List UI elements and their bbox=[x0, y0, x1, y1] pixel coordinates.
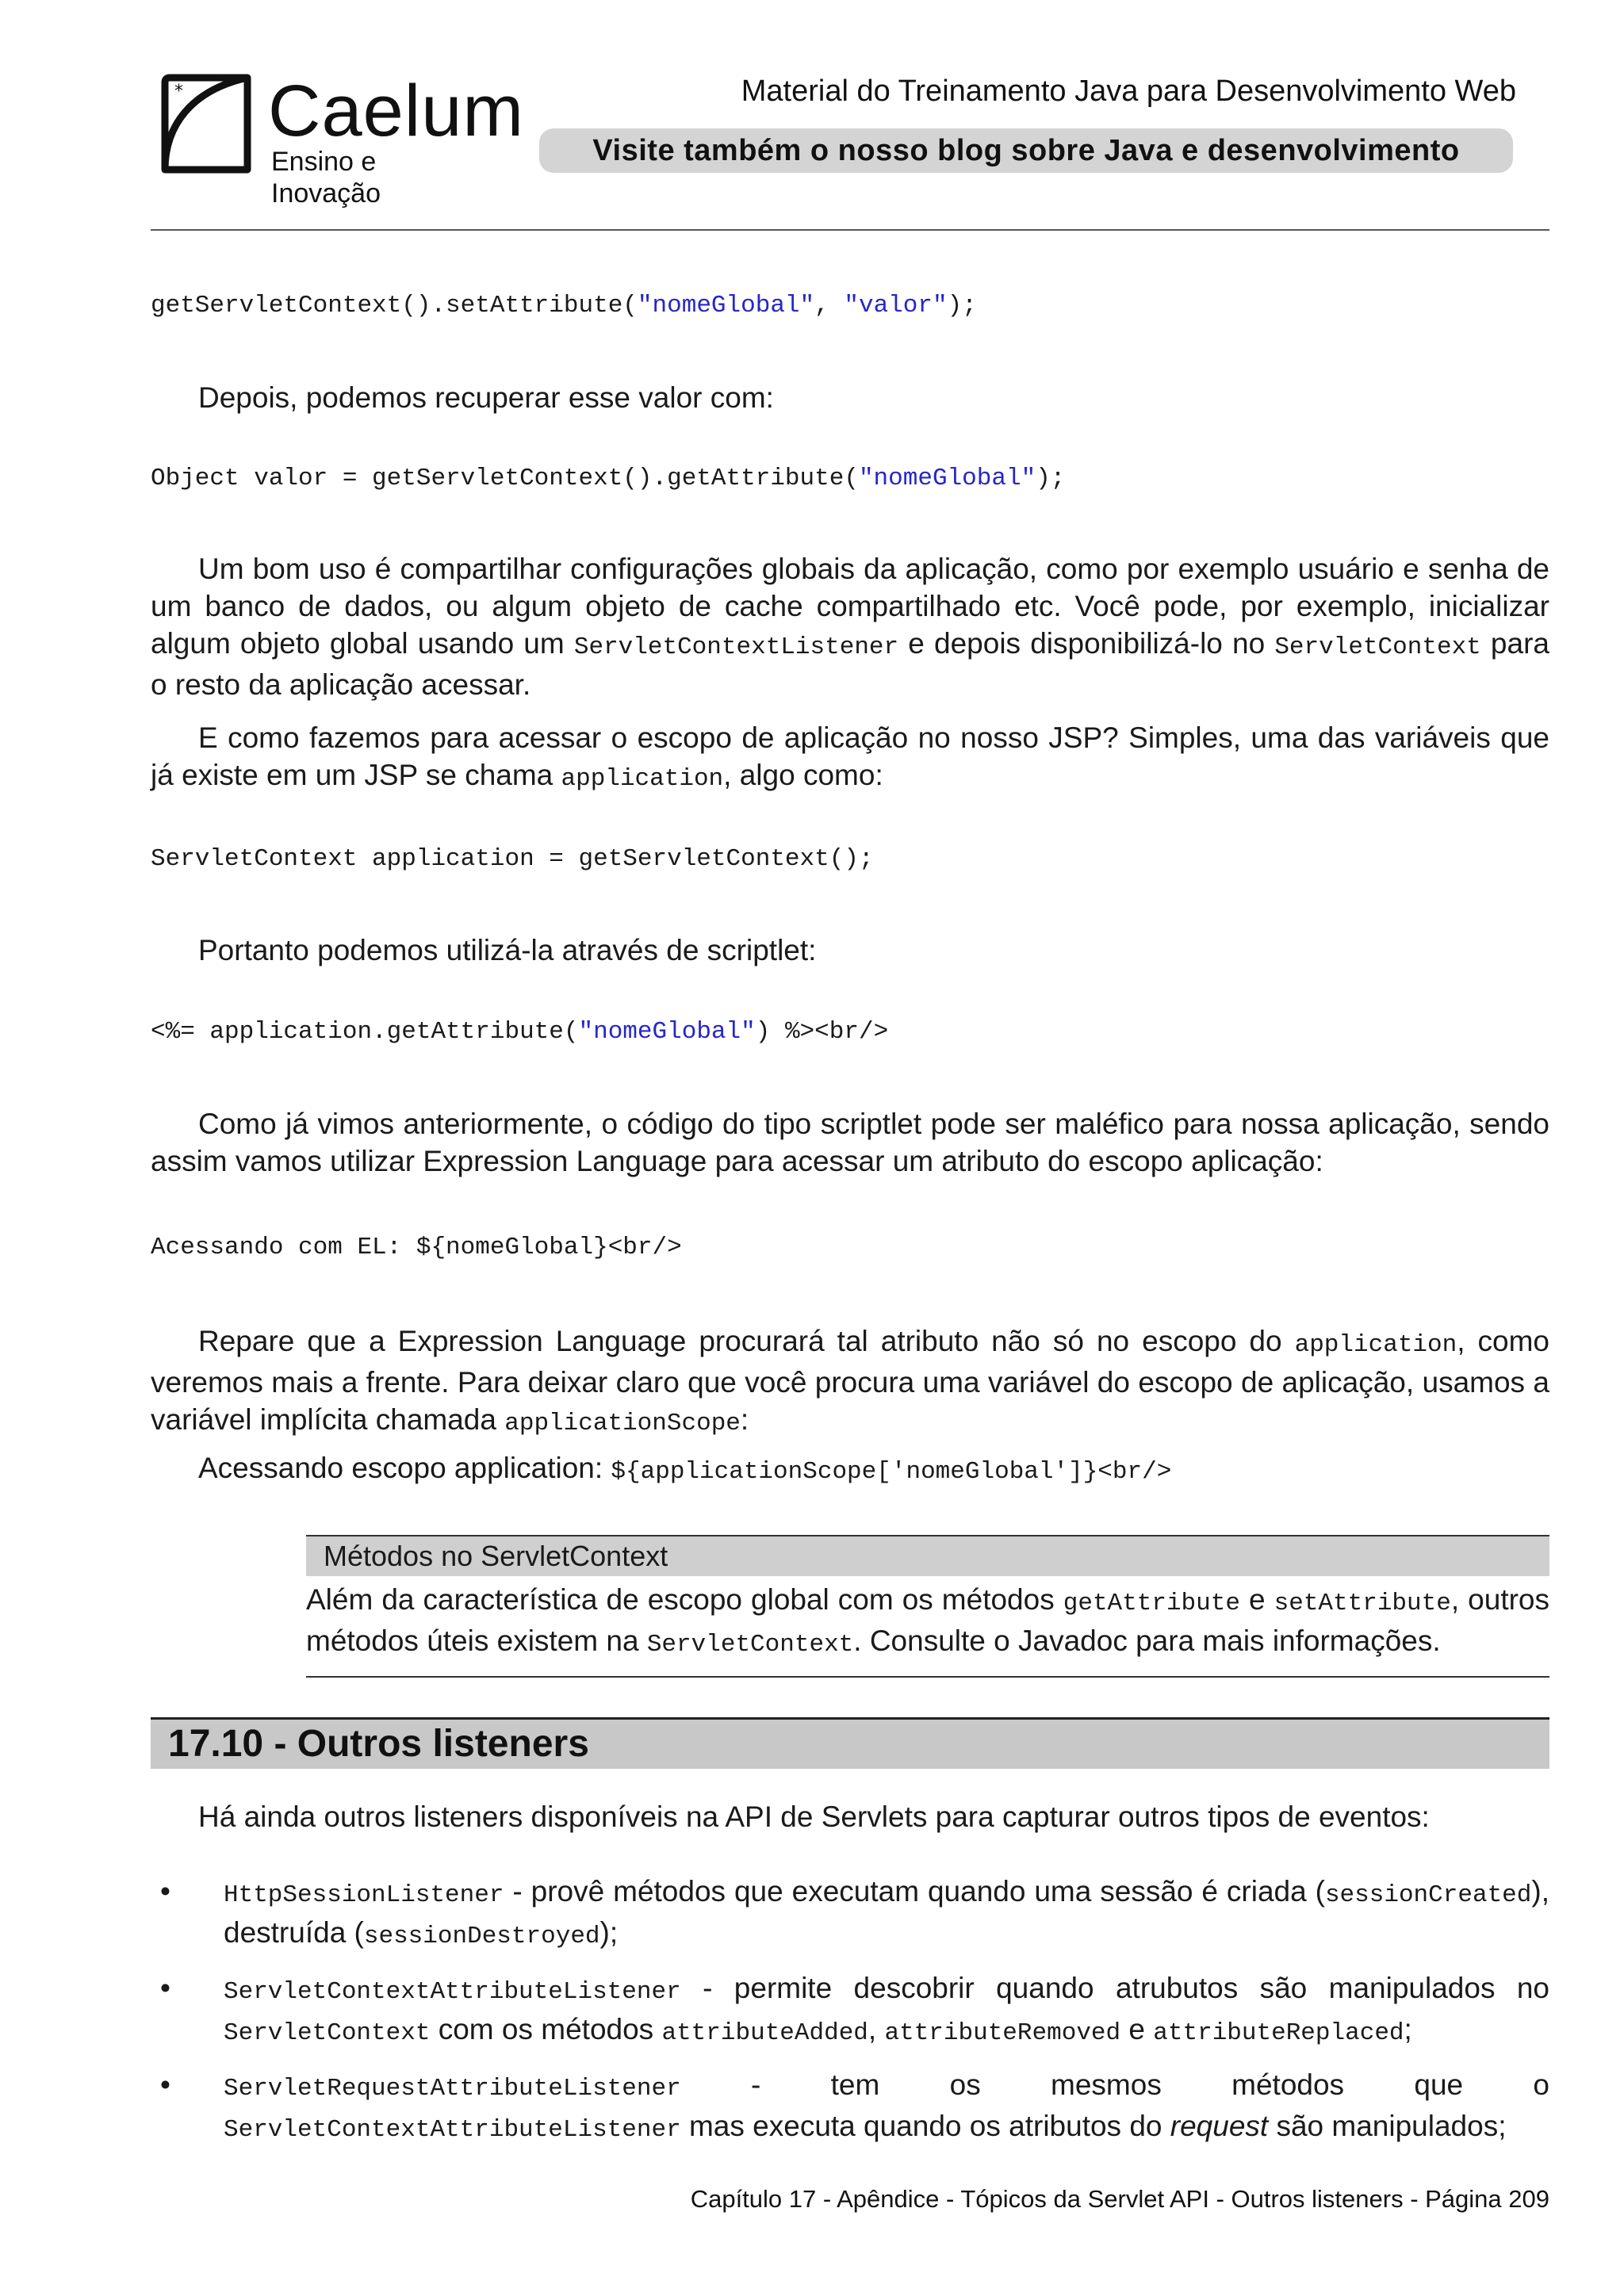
svg-text:*: * bbox=[174, 82, 183, 101]
code-get-attribute: Object valor = getServletContext().getAttribute("nomeGlobal"); bbox=[151, 465, 1066, 492]
logo-mark-icon bbox=[159, 71, 254, 174]
paragraph-repare: Repare que a Expression Language procurará tal atributo não só no escopo do application, como veremos mais a frente. Para deixar claro que você procura uma variável do escopo de aplicação, usamos a variável implícita chamada applicationScope: bbox=[151, 1325, 1549, 1437]
logo-tagline: Ensino e Inovação bbox=[271, 147, 381, 209]
list-item: • ServletContextAttributeListener - permite descobrir quando atrubutos são manipulados no ServletContext com os métodos attributeAdded, attributeRemoved e attributeReplaced; bbox=[151, 1969, 1549, 2052]
paragraph-como-ja: Como já vimos anteriormente, o código do tipo scriptlet pode ser maléfico para nossa aplicação, sendo assim vamos utilizar Expression Language para acessar um atributo do escopo aplicação: bbox=[151, 1108, 1549, 1177]
paragraph-portanto: Portanto podemos utilizá-la através de scriptlet: bbox=[198, 934, 817, 966]
paragraph-bom-uso: Um bom uso é compartilhar configurações globais da aplicação, como por exemplo usuário e senha de um banco de dados, ou algum objeto de cache compartilhado etc. Você pode, por exemplo, inicializar algum objeto global usando um ServletContextListener e depois disponibilizá-lo no ServletContext para o resto da aplicação acessar. bbox=[151, 553, 1549, 701]
header-title: Material do Treinamento Java para Desenvolvimento Web bbox=[741, 75, 1516, 108]
bullet-icon: • bbox=[160, 2068, 170, 2101]
paragraph-como-fazemos: E como fazemos para acessar o escopo de aplicação no nosso JSP? Simples, uma das variáveis que já existe em um JSP se chama application, algo como: bbox=[151, 721, 1549, 793]
bullet-icon: • bbox=[160, 1972, 170, 2004]
bullet-icon: • bbox=[160, 1875, 170, 1908]
list-item: • HttpSessionListener - provê métodos que executam quando uma sessão é criada (sessionCreated), destruída (sessionDestroyed); bbox=[151, 1873, 1549, 1955]
section-title: 17.10 - Outros listeners bbox=[168, 1723, 589, 1765]
paragraph-depois: Depois, podemos recuperar esse valor com: bbox=[198, 381, 774, 414]
note-box-body: Além da característica de escopo global com os métodos getAttribute e setAttribute, outros métodos úteis existem na ServletContext. Consulte o Javadoc para mais informações. bbox=[306, 1583, 1549, 1659]
code-application: ServletContext application = getServletContext(); bbox=[151, 845, 874, 873]
caelum-logo bbox=[159, 71, 525, 209]
paragraph-acessando-escopo: Acessando escopo application: ${applicationScope['nomeGlobal']}<br/> bbox=[198, 1452, 1172, 1486]
header-divider bbox=[151, 229, 1549, 231]
logo-name: Caelum bbox=[268, 71, 525, 151]
note-box-title: Métodos no ServletContext bbox=[306, 1535, 1549, 1576]
note-box bbox=[306, 1535, 1549, 1678]
list-item: • ServletRequestAttributeListener - tem os mesmos métodos que o ServletContextAttributeListener mas executa quando os atributos do request são manipulados; bbox=[151, 2066, 1549, 2149]
note-box-rule bbox=[306, 1676, 1549, 1678]
code-set-attribute: getServletContext().setAttribute("nomeGlobal", "valor"); bbox=[151, 292, 977, 320]
paragraph-ha-ainda: Há ainda outros listeners disponíveis na API de Servlets para capturar outros tipos de eventos: bbox=[198, 1800, 1430, 1833]
section-heading bbox=[151, 1717, 1549, 1769]
blog-link[interactable]: Visite também o nosso blog sobre Java e desenvolvimento bbox=[539, 128, 1513, 173]
code-scriptlet: <%= application.getAttribute("nomeGlobal") %><br/> bbox=[151, 1018, 889, 1046]
page-footer: Capítulo 17 - Apêndice - Tópicos da Servlet API - Outros listeners - Página 209 bbox=[690, 2185, 1549, 2213]
code-el: Acessando com EL: ${nomeGlobal}<br/> bbox=[151, 1234, 682, 1261]
